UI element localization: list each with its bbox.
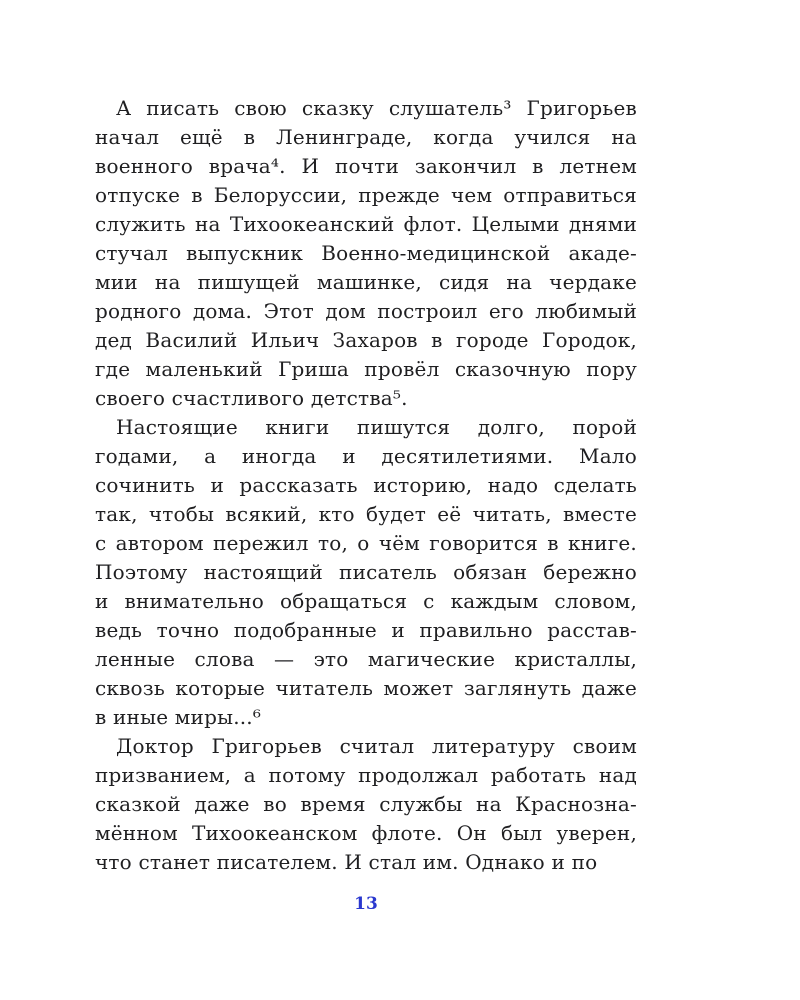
text-line: начал ещё в Ленинграде, когда учился на [95, 125, 637, 149]
text-line: сочинить и рассказать историю, надо сделать [95, 473, 637, 497]
text-line: Доктор Григорьев считал литературу своим [116, 734, 637, 758]
text-line: с автором пережил то, о чём говорится в книге. [95, 531, 637, 555]
text-line: А писать свою сказку слушатель³ Григорьев [116, 96, 637, 120]
text-line: Настоящие книги пишутся долго, порой [116, 415, 637, 439]
text-line: в иные миры...⁶ [95, 705, 262, 729]
text-line: своего счастливого детства⁵. [95, 386, 408, 410]
text-line: служить на Тихоокеанский флот. Целыми днями [95, 212, 637, 236]
text-line: родного дома. Этот дом построил его любимый [95, 299, 637, 323]
text-line: так, чтобы всякий, кто будет её читать, вместе [95, 502, 637, 526]
text-line: сквозь которые читатель может заглянуть даже [95, 676, 637, 700]
text-line: мии на пишущей машинке, сидя на чердаке [95, 270, 637, 294]
text-line: ведь точно подобранные и правильно расстав- [95, 618, 637, 642]
text-line: мённом Тихоокеанском флоте. Он был уверен, [95, 821, 637, 845]
page-number: 13 [354, 894, 378, 914]
text-line: призванием, а потому продолжал работать над [95, 763, 637, 787]
text-line: ленные слова — это магические кристаллы, [95, 647, 637, 671]
text-line: и внимательно обращаться с каждым словом, [95, 589, 637, 613]
text-line: что станет писателем. И стал им. Однако и по [95, 850, 598, 874]
text-block [95, 94, 637, 877]
text-line: отпуске в Белоруссии, прежде чем отправиться [95, 183, 637, 207]
text-line: стучал выпускник Военно-медицинской акаде- [95, 241, 637, 265]
text-line: где маленький Гриша провёл сказочную пору [95, 357, 637, 381]
text-line: сказкой даже во время службы на Краснозна- [95, 792, 637, 816]
text-line: годами, а иногда и десятилетиями. Мало [95, 444, 637, 468]
text-line: Поэтому настоящий писатель обязан бережно [95, 560, 637, 584]
text-line: военного врача⁴. И почти закончил в летнем [95, 154, 637, 178]
text-line: дед Василий Ильич Захаров в городе Городок, [95, 328, 637, 352]
